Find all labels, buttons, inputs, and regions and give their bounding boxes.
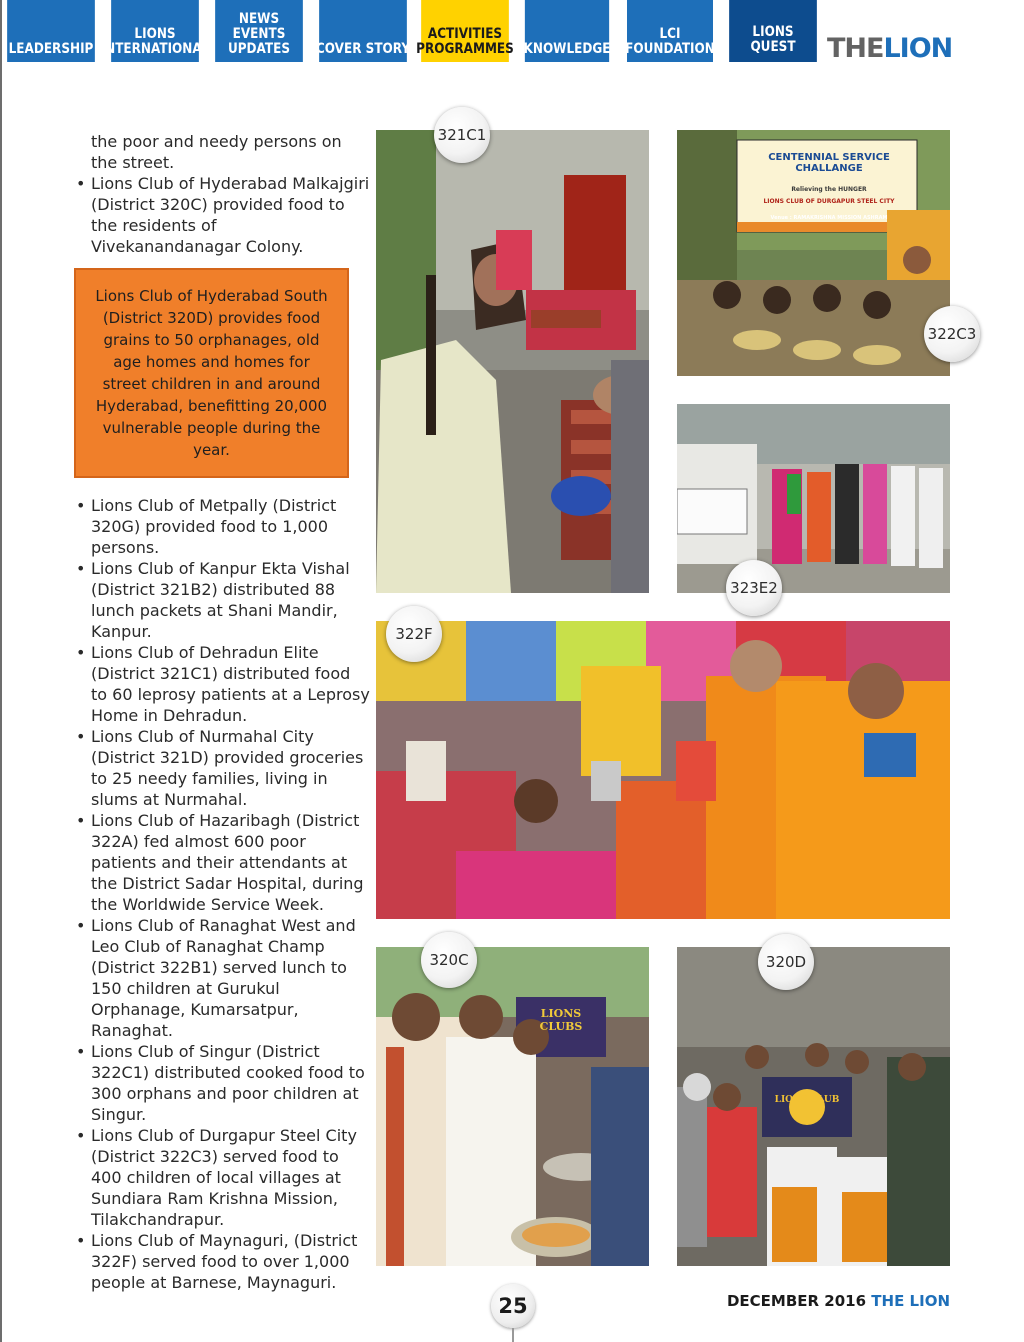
continued-paragraph: the poor and needy persons on the street. bbox=[91, 132, 342, 172]
tab-label: LIONS bbox=[134, 26, 176, 42]
tab-knowledge[interactable] bbox=[525, 0, 609, 62]
photo-322f-serving-food bbox=[376, 621, 950, 919]
banner-title: CENTENNIAL SERVICE CHALLANGE bbox=[768, 152, 890, 174]
photo-322c3-children-meal bbox=[677, 130, 950, 376]
tab-news-events-updates[interactable] bbox=[215, 0, 303, 62]
list-item: • Lions Club of Dehradun Elite (District 321C1) distributed food to 60 leprosy patients at a Leprosy Home in Dehradun. bbox=[70, 642, 370, 726]
tab-leadership[interactable] bbox=[7, 0, 95, 62]
photo-322f-image bbox=[376, 621, 950, 919]
list-item: • Lions Club of Metpally (District 320G) provided food to 1,000 persons. bbox=[70, 495, 370, 558]
list-item: • Lions Club of Durgapur Steel City (District 322C3) served food to 400 children of local villages at Sundiara Ram Krishna Mission, Tilakchandrapur. bbox=[70, 1125, 370, 1230]
tab-label: EVENTS bbox=[232, 26, 286, 42]
list-item: • Lions Club of Singur (District 322C1) distributed cooked food to 300 orphans and poor children at Singur. bbox=[70, 1041, 370, 1125]
tab-label: ACTIVITIES bbox=[427, 26, 503, 42]
photo-320c-image bbox=[376, 947, 649, 1266]
tab-label: LEADERSHIP bbox=[8, 41, 94, 57]
tab-lci-foundation[interactable] bbox=[627, 0, 713, 62]
district-badge-321c1: 321C1 bbox=[434, 107, 490, 163]
tab-activities-programmes[interactable] bbox=[416, 0, 514, 62]
tab-label: LIONS bbox=[752, 24, 794, 40]
photo-321c1-image bbox=[376, 130, 649, 593]
banner-line: LIONS CLUB OF DURGAPUR STEEL CITY bbox=[763, 198, 895, 205]
left-page-rule bbox=[0, 0, 2, 1342]
tab-label: LCI bbox=[659, 26, 681, 42]
banner-line: Venue : RAMAKRISHNA MISSION ASHRAM bbox=[770, 215, 888, 221]
photo-323e2-group bbox=[677, 404, 950, 593]
banner-line: Relieving the HUNGER bbox=[791, 186, 867, 193]
photo-320c-serving-line bbox=[376, 947, 649, 1266]
tab-label: UPDATES bbox=[227, 41, 291, 57]
list-item: • Lions Club of Kanpur Ekta Vishal (District 321B2) distributed 88 lunch packets at Shani Mandir, Kanpur. bbox=[70, 558, 370, 642]
brand-logo bbox=[827, 33, 952, 64]
tab-label: NEWS bbox=[238, 11, 280, 27]
footer-date: DECEMBER 2016 bbox=[726, 1292, 867, 1310]
page-number: 25 bbox=[491, 1284, 535, 1328]
tab-label: COVER STORY bbox=[315, 41, 411, 57]
page-number-rule bbox=[512, 1328, 514, 1342]
photo-320d-food-grains bbox=[677, 947, 950, 1266]
district-badge-322f: 322F bbox=[386, 606, 442, 662]
article-text-bottom bbox=[70, 495, 370, 1293]
brand-lion: LION bbox=[883, 33, 953, 64]
tab-cover-story[interactable] bbox=[315, 0, 411, 62]
brand-the: THE bbox=[827, 33, 884, 64]
photo-323e2-image bbox=[677, 404, 950, 593]
highlight-callout bbox=[74, 268, 349, 478]
tab-label: FOUNDATION bbox=[625, 41, 715, 57]
list-item: • Lions Club of Ranaghat West and Leo Club of Ranaghat Champ (District 322B1) served lunch to 150 children at Gurukul Orphanage, Kumarsatpur, Ranaghat. bbox=[70, 915, 370, 1041]
article-text-top bbox=[70, 131, 370, 257]
photo-321c1-food-distribution bbox=[376, 130, 649, 593]
tab-lions-quest[interactable] bbox=[729, 0, 817, 62]
bullet-list-top bbox=[70, 173, 370, 257]
tab-label: INTERNATIONAL bbox=[100, 41, 210, 57]
list-item: • Lions Club of Hyderabad Malkajgiri (District 320C) provided food to the residents of Vivekanandanagar Colony. bbox=[70, 173, 370, 257]
tab-label: PROGRAMMES bbox=[416, 41, 514, 57]
list-item: • Lions Club of Nurmahal City (District 321D) provided groceries to 25 needy families, living in slums at Nurmahal. bbox=[70, 726, 370, 810]
tab-label: QUEST bbox=[750, 39, 796, 55]
list-item: • Lions Club of Hazaribagh (District 322A) fed almost 600 poor patients and their attendants at the District Sadar Hospital, during the Worldwide Service Week. bbox=[70, 810, 370, 915]
banner-text: LIONS CLUB bbox=[774, 1095, 840, 1105]
banner-text: LIONS CLUBS bbox=[539, 1007, 583, 1033]
bullet-list bbox=[70, 495, 370, 1293]
photo-320d-image bbox=[677, 947, 950, 1266]
list-item: • Lions Club of Maynaguri, (District 322F) served food to over 1,000 people at Barnese, Maynaguri. bbox=[70, 1230, 370, 1293]
footer-issue bbox=[727, 1292, 950, 1310]
district-badge-322c3: 322C3 bbox=[924, 306, 980, 362]
district-badge-320d: 320D bbox=[758, 934, 814, 990]
district-badge-323e2: 323E2 bbox=[726, 560, 782, 616]
tab-label: KNOWLEDGE bbox=[523, 41, 611, 57]
tab-lions-international[interactable] bbox=[100, 0, 210, 62]
footer-magazine: THE LION bbox=[871, 1292, 950, 1310]
district-badge-320c: 320C bbox=[421, 932, 477, 988]
callout-text: Lions Club of Hyderabad South (District 320D) provides food grains to 50 orphanages, old age homes and homes for street children in and around Hyderabad, benefitting 20,000 vulnerable people during the year. bbox=[95, 287, 328, 459]
